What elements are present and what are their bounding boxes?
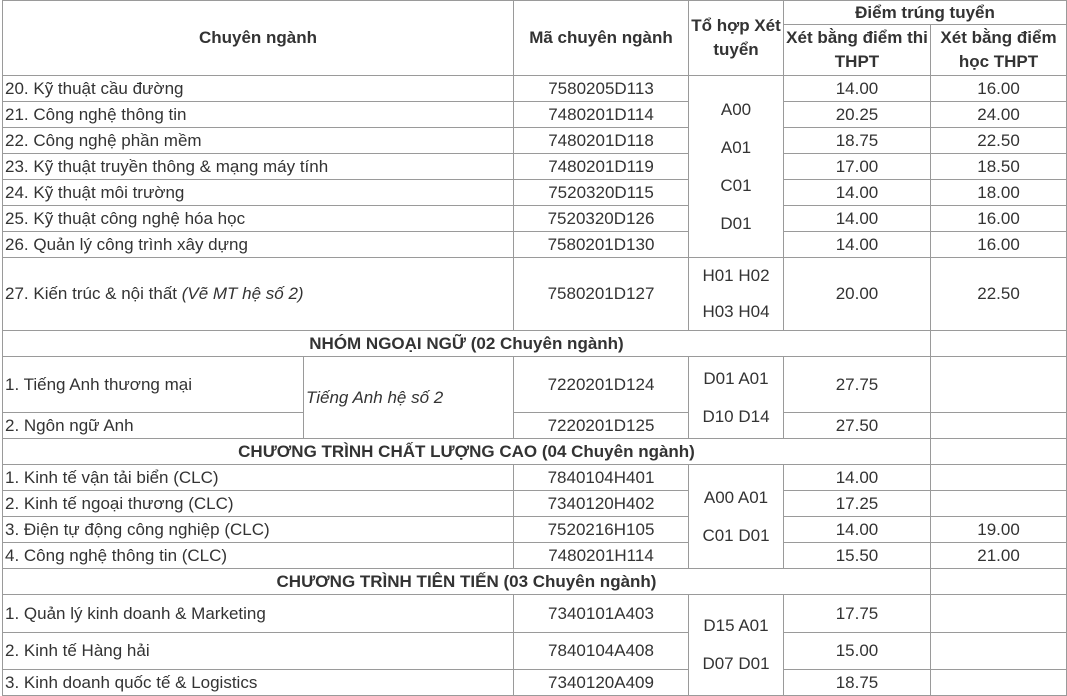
major-note: Tiếng Anh hệ số 2 xyxy=(304,357,514,439)
major-code: 7580205D113 xyxy=(514,76,689,102)
table-row xyxy=(3,595,1067,633)
major-code: 7220201D124 xyxy=(514,357,689,413)
score-exam: 20.00 xyxy=(784,258,931,331)
score-exam: 14.00 xyxy=(784,465,931,491)
score-transcript: 16.00 xyxy=(931,76,1067,102)
major-code: 7340120A409 xyxy=(514,670,689,696)
empty-cell xyxy=(931,331,1067,357)
combo-cell xyxy=(689,258,784,331)
table-row xyxy=(3,439,1067,465)
major-code: 7520320D126 xyxy=(514,206,689,232)
combo-cell xyxy=(689,357,784,439)
table-row xyxy=(3,357,1067,413)
table-row xyxy=(3,128,1067,154)
score-transcript: 22.50 xyxy=(931,258,1067,331)
major-name: 23. Kỹ thuật truyền thông & mạng máy tính xyxy=(3,154,514,180)
major-code: 7480201D114 xyxy=(514,102,689,128)
score-exam: 17.25 xyxy=(784,491,931,517)
score-exam: 17.00 xyxy=(784,154,931,180)
major-code: 7340120H402 xyxy=(514,491,689,517)
score-exam: 15.50 xyxy=(784,543,931,569)
empty-cell xyxy=(931,569,1067,595)
combo-code: H03 H04 xyxy=(702,302,770,321)
major-code: 7840104H401 xyxy=(514,465,689,491)
score-transcript: 16.00 xyxy=(931,206,1067,232)
table-row xyxy=(3,206,1067,232)
table-row xyxy=(3,258,1067,331)
major-name: 25. Kỹ thuật công nghệ hóa học xyxy=(3,206,514,232)
header-score-group: Điểm trúng tuyển xyxy=(784,1,1067,25)
major-name: 26. Quản lý công trình xây dựng xyxy=(3,232,514,258)
score-exam: 27.75 xyxy=(784,357,931,413)
score-transcript xyxy=(931,670,1067,696)
table-row xyxy=(3,569,1067,595)
major-name xyxy=(3,258,514,331)
combo-code: C01 D01 xyxy=(702,525,770,545)
score-transcript: 22.50 xyxy=(931,128,1067,154)
score-exam: 14.00 xyxy=(784,76,931,102)
combo-cell xyxy=(689,595,784,696)
header-code: Mã chuyên ngành xyxy=(514,1,689,76)
combo-code: D10 D14 xyxy=(702,406,770,426)
major-name: 1. Tiếng Anh thương mại xyxy=(3,357,304,413)
major-name: 1. Quản lý kinh doanh & Marketing xyxy=(3,595,514,633)
score-exam: 14.00 xyxy=(784,517,931,543)
major-name: 2. Kinh tế ngoại thương (CLC) xyxy=(3,491,514,517)
score-transcript xyxy=(931,465,1067,491)
major-note: (Vẽ MT hệ số 2) xyxy=(181,284,304,303)
score-transcript xyxy=(931,357,1067,413)
score-exam: 17.75 xyxy=(784,595,931,633)
table-row xyxy=(3,154,1067,180)
table-row xyxy=(3,491,1067,517)
major-code: 7480201D118 xyxy=(514,128,689,154)
score-transcript: 18.00 xyxy=(931,180,1067,206)
major-code: 7840104A408 xyxy=(514,633,689,670)
major-code: 7220201D125 xyxy=(514,413,689,439)
combo-code: D07 D01 xyxy=(702,654,770,673)
score-transcript xyxy=(931,633,1067,670)
header-major: Chuyên ngành xyxy=(3,1,514,76)
combo-cell xyxy=(689,465,784,569)
major-name: 2. Kinh tế Hàng hải xyxy=(3,633,514,670)
table-row xyxy=(3,517,1067,543)
table-row xyxy=(3,465,1067,491)
score-transcript: 18.50 xyxy=(931,154,1067,180)
table-row xyxy=(3,76,1067,102)
score-transcript: 24.00 xyxy=(931,102,1067,128)
combo-code: D15 A01 xyxy=(703,616,769,635)
combo-code: C01 xyxy=(720,175,752,195)
score-exam: 20.25 xyxy=(784,102,931,128)
header-combo: Tổ hợp Xét tuyển xyxy=(689,1,784,76)
major-code: 7580201D130 xyxy=(514,232,689,258)
major-name: 4. Công nghệ thông tin (CLC) xyxy=(3,543,514,569)
combo-code: D01 xyxy=(720,213,752,233)
major-code: 7340101A403 xyxy=(514,595,689,633)
score-exam: 18.75 xyxy=(784,128,931,154)
table-row xyxy=(3,413,1067,439)
table-row xyxy=(3,232,1067,258)
combo-code: A01 xyxy=(720,137,752,157)
section-header: CHƯƠNG TRÌNH CHẤT LƯỢNG CAO (04 Chuyên ngành) xyxy=(3,439,931,465)
score-transcript xyxy=(931,413,1067,439)
table-row xyxy=(3,331,1067,357)
combo-cell xyxy=(689,76,784,258)
table-row xyxy=(3,543,1067,569)
header-score-exam: Xét bằng điểm thi THPT xyxy=(784,25,931,76)
admission-score-table xyxy=(2,0,1067,696)
section-header: CHƯƠNG TRÌNH TIÊN TIẾN (03 Chuyên ngành) xyxy=(3,569,931,595)
combo-code: D01 A01 xyxy=(703,368,769,388)
major-code: 7520320D115 xyxy=(514,180,689,206)
major-code: 7520216H105 xyxy=(514,517,689,543)
score-transcript: 16.00 xyxy=(931,232,1067,258)
score-transcript: 19.00 xyxy=(931,517,1067,543)
section-header: NHÓM NGOẠI NGỮ (02 Chuyên ngành) xyxy=(3,331,931,357)
empty-cell xyxy=(931,439,1067,465)
major-name: 21. Công nghệ thông tin xyxy=(3,102,514,128)
major-code: 7480201H114 xyxy=(514,543,689,569)
major-name: 2. Ngôn ngữ Anh xyxy=(3,413,304,439)
score-exam: 14.00 xyxy=(784,206,931,232)
score-exam: 27.50 xyxy=(784,413,931,439)
table-body xyxy=(3,76,1067,696)
major-name: 3. Điện tự động công nghiệp (CLC) xyxy=(3,517,514,543)
combo-code: A00 xyxy=(720,99,752,119)
score-exam: 14.00 xyxy=(784,180,931,206)
major-name: 24. Kỹ thuật môi trường xyxy=(3,180,514,206)
score-transcript xyxy=(931,491,1067,517)
major-code: 7580201D127 xyxy=(514,258,689,331)
header-score-transcript: Xét bằng điểm học THPT xyxy=(931,25,1067,76)
major-name: 22. Công nghệ phần mềm xyxy=(3,128,514,154)
major-name: 3. Kinh doanh quốc tế & Logistics xyxy=(3,670,514,696)
major-name-text: 27. Kiến trúc & nội thất xyxy=(5,284,182,303)
table-row xyxy=(3,102,1067,128)
table-row xyxy=(3,180,1067,206)
major-name: 20. Kỹ thuật cầu đường xyxy=(3,76,514,102)
table-row xyxy=(3,670,1067,696)
combo-code: H01 H02 xyxy=(702,266,770,285)
major-code: 7480201D119 xyxy=(514,154,689,180)
score-transcript xyxy=(931,595,1067,633)
score-exam: 14.00 xyxy=(784,232,931,258)
score-exam: 15.00 xyxy=(784,633,931,670)
score-transcript: 21.00 xyxy=(931,543,1067,569)
combo-code: A00 A01 xyxy=(703,487,769,507)
score-exam: 18.75 xyxy=(784,670,931,696)
table-row xyxy=(3,633,1067,670)
major-name: 1. Kinh tế vận tải biển (CLC) xyxy=(3,465,514,491)
